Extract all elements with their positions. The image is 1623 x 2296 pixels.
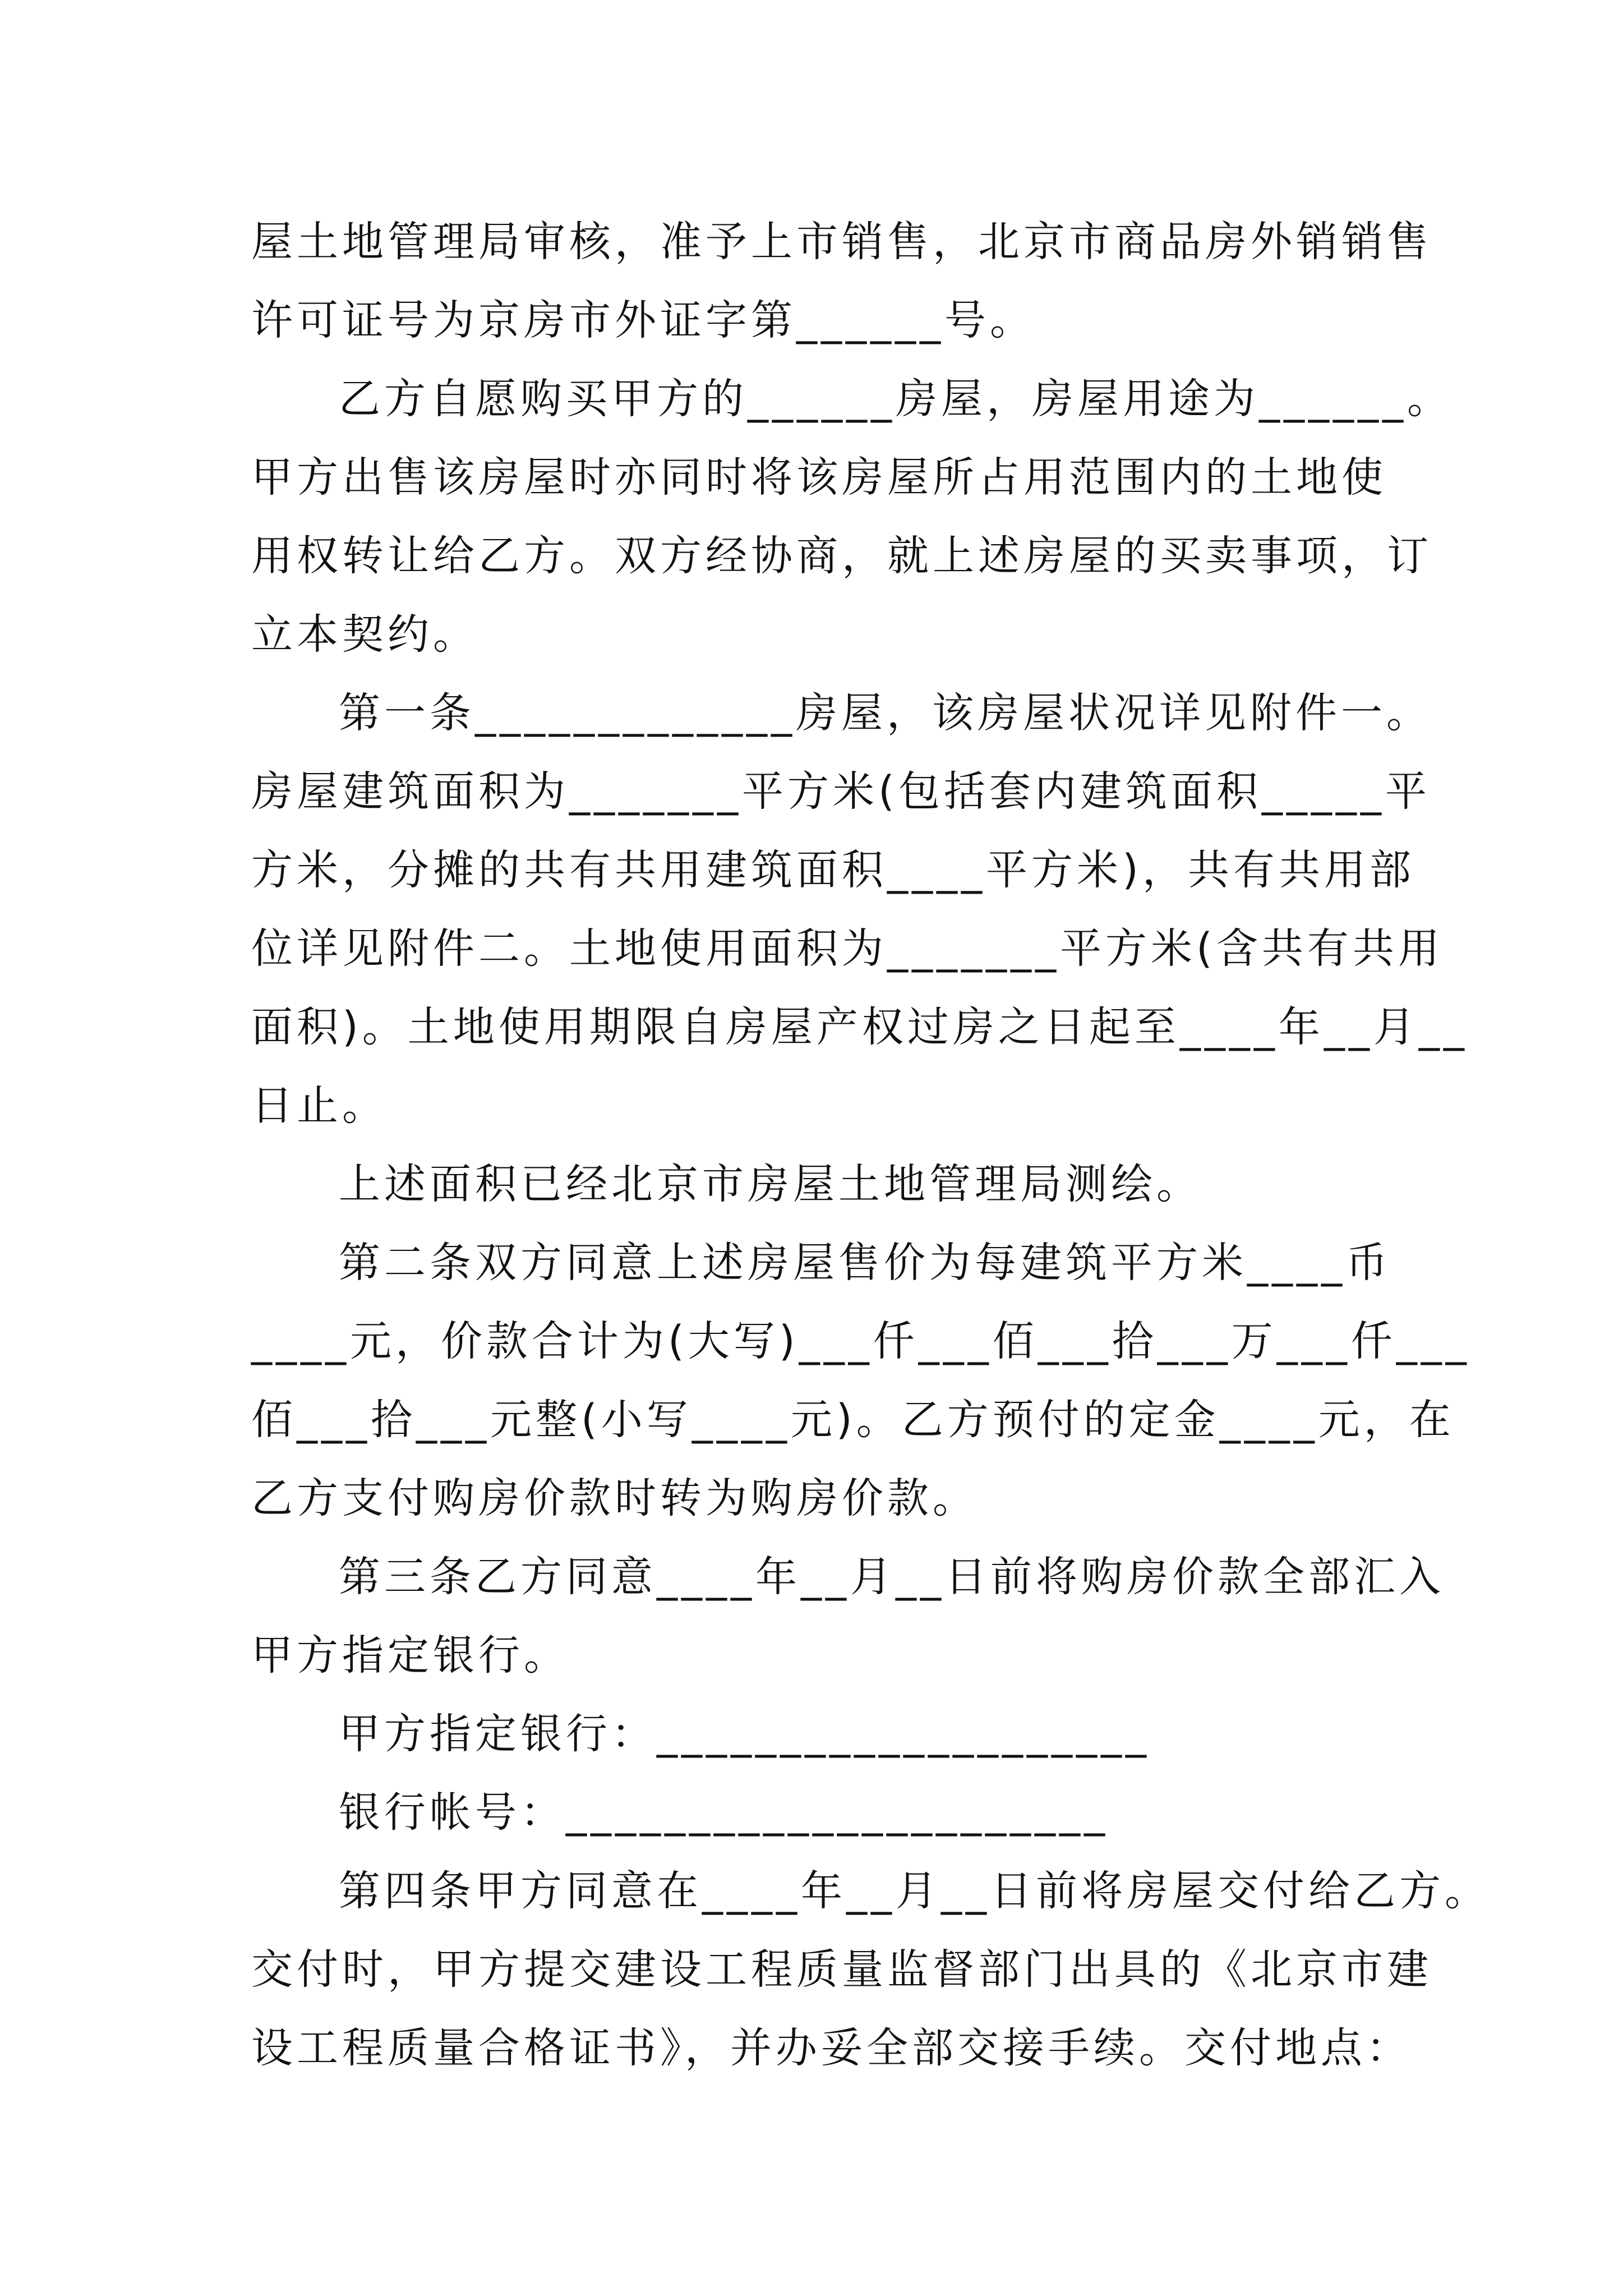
text-line: 第一条_____________房屋，该房屋状况详见附件一。: [339, 689, 1432, 737]
text-line: 银行帐号：______________________: [339, 1788, 1109, 1837]
text-line: ____元，价款合计为(大写)___仟___佰___拾___万___仟___: [251, 1317, 1470, 1365]
text-line: 乙方支付购房价款时转为购房价款。: [251, 1474, 978, 1522]
text-line: 交付时，甲方提交建设工程质量监督部门出具的《北京市建: [251, 1945, 1432, 1994]
text-line: 设工程质量合格证书》，并办妥全部交接手续。交付地点：: [251, 2024, 1412, 2072]
text-line: 佰___拾___元整(小写____元)。乙方预付的定金____元，在: [251, 1396, 1455, 1444]
text-line: 第二条双方同意上述房屋售价为每建筑平方米____币: [339, 1239, 1391, 1287]
text-line: 日止。: [251, 1082, 388, 1130]
text-line: 上述面积已经北京市房屋土地管理局测绘。: [339, 1160, 1202, 1208]
text-line: 位详见附件二。土地使用面积为_______平方米(含共有共用: [251, 924, 1444, 973]
text-line: 甲方指定银行。: [251, 1631, 569, 1680]
text-line: 屋土地管理局审核，准予上市销售，北京市商品房外销销售: [251, 218, 1432, 266]
text-line: 许可证号为京房市外证字第______号。: [251, 296, 1035, 344]
text-line: 房屋建筑面积为_______平方米(包括套内建筑面积_____平: [251, 767, 1431, 816]
text-line: 方米，分摊的共有共用建筑面积____平方米)，共有共用部: [251, 846, 1415, 894]
text-line: 乙方自愿购买甲方的______房屋，房屋用途为______。: [339, 375, 1453, 423]
text-line: 第三条乙方同意____年__月__日前将购房价款全部汇入: [339, 1553, 1445, 1601]
text-line: 第四条甲方同意在____年__月__日前将房屋交付给乙方。: [339, 1867, 1490, 1915]
text-line: 甲方指定银行：____________________: [339, 1710, 1150, 1758]
text-line: 面积)。土地使用期限自房屋产权过房之日起至____年__月__: [251, 1003, 1468, 1051]
text-line: 甲方出售该房屋时亦同时将该房屋所占用范围内的土地使: [251, 453, 1387, 501]
text-line: 立本契约。: [251, 610, 478, 659]
text-line: 用权转让给乙方。双方经协商，就上述房屋的买卖事项，订: [251, 532, 1432, 580]
